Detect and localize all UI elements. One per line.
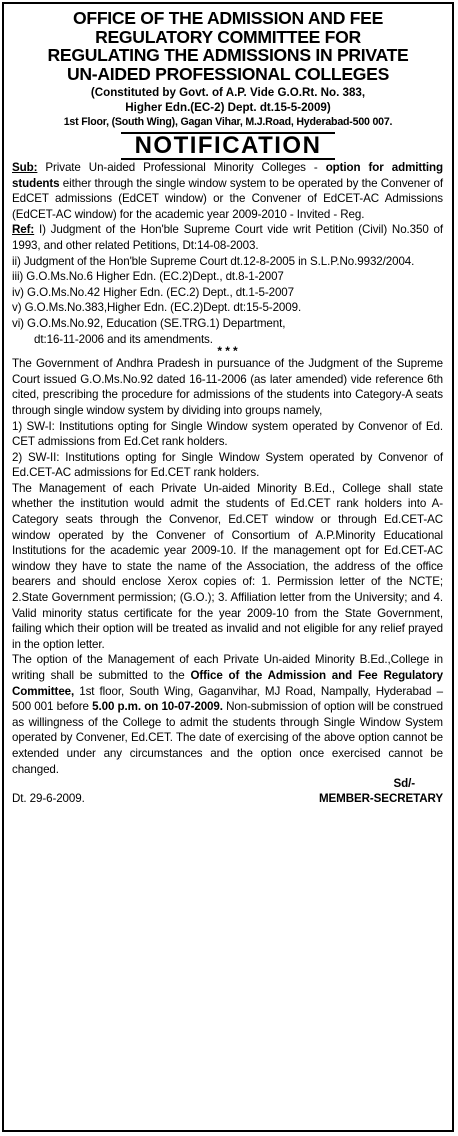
reference-label: Ref:: [12, 223, 35, 237]
reference-item: [12, 222, 443, 253]
subject-bold-text: option for admitting students: [12, 161, 444, 190]
separator-stars: * * *: [217, 344, 238, 359]
header-title-line: OFFICE OF THE ADMISSION AND FEE: [73, 8, 383, 28]
reference-item: iii) G.O.Ms.No.6 Higher Edn. (EC.2)Dept., dt.8-1-2007: [12, 270, 284, 284]
subject-label: Sub:: [12, 161, 38, 174]
submission-office: Office of the Admission and Fee Regulatory Committee,: [12, 669, 444, 698]
notification-heading-wrap: [4, 132, 452, 160]
constituted-line: Higher Edn.(EC-2) Dept. dt.15-5-2009): [125, 101, 331, 114]
issue-date: Dt. 29-6-2009.: [12, 792, 85, 806]
single-window-option-1: 1) SW-I: Institutions opting for Single Window system operated by Convenor of Ed. CET admissions from Ed.Cet rank holders.: [12, 419, 443, 449]
reference-item: ii) Judgment of the Hon'ble Supreme Court dt.12-8-2005 in S.L.P.No.9932/2004.: [12, 254, 415, 268]
constituted-line: (Constituted by Govt. of A.P. Vide G.O.Rt. No. 383,: [90, 86, 366, 99]
signature-sd: Sd/-: [393, 777, 415, 791]
paragraph-government-order: The Government of Andhra Pradesh in pursuance of the Judgment of the Supreme Court issued G.O.Ms.No.92 dated 16-11-2006 (as later amended) vide reference 6th cited, prescribing the procedure for admissions of the students into Category-A seats through single window system by dividing into groups namely,: [12, 357, 443, 417]
reference-text: I) Judgment of the Hon'ble Supreme Court vide writ Petition (Civil) No.350 of 1993, and other related Petitions, Dt:14-08-2003.: [12, 223, 443, 252]
submission-text: The option of the Management of each Private Un-aided Minority B.Ed.,College in writing shall be submitted to the: [12, 653, 443, 682]
paragraph-submission: [12, 652, 443, 777]
notification-heading: NOTIFICATION: [121, 132, 336, 160]
header-title-line: REGULATING THE ADMISSIONS IN PRIVATE: [47, 45, 409, 65]
submission-deadline: 5.00 p.m. on 10-07-2009.: [92, 700, 223, 714]
notification-page: [2, 2, 454, 1132]
submission-text-cont: Non-submission of option will be construed as willingness of the College to admit the students through Single Window System operated by Convener, Ed.CET. The date of exercising of the above option cannot be extended under any circumstances and the option once exercised cannot be changed.: [12, 700, 443, 776]
subject-text: Private Un-aided Professional Minority Colleges -: [37, 161, 326, 174]
reference-item: vi) G.O.Ms.No.92, Education (SE.TRG.1) Department,: [12, 316, 286, 330]
header-title-line: REGULATORY COMMITTEE FOR: [95, 26, 361, 47]
office-address: 1st Floor, (South Wing), Gagan Vihar, M.J.Road, Hyderabad-500 007.: [63, 116, 393, 128]
subject-paragraph: [12, 160, 443, 222]
single-window-option-2: 2) SW-II: Institutions opting for Single Window System operated by Convenor of Ed.CET-AC admissions for Ed.CET rank holders.: [12, 450, 443, 480]
signature-block: [12, 777, 443, 806]
notification-body: [4, 160, 452, 806]
signatory-designation: MEMBER-SECRETARY: [318, 792, 443, 806]
subject-text-cont: either through the single window system to be operated by the Convener of EdCET admissions (EdCET window) or the Convener of EdCET-AC Admissions (EdCET-AC window) for the academic year 2009-2010 - Invited - Reg.: [12, 176, 443, 221]
submission-address: 1st floor, South Wing, Gaganvihar, MJ Road, Nampally, Hyderabad – 500 001 before: [12, 684, 443, 714]
header-title-line: UN-AIDED PROFESSIONAL COLLEGES: [66, 63, 390, 84]
signature-row: [12, 791, 443, 806]
reference-item-continuation: dt:16-11-2006 and its amendments.: [34, 332, 213, 346]
header: [4, 4, 452, 130]
reference-item: v) G.O.Ms.No.383,Higher Edn. (EC.2)Dept. dt:15-5-2009.: [12, 301, 302, 315]
paragraph-management-requirements: The Management of each Private Un-aided Minority B.Ed., College shall state whether the institution would admit the students of Ed.CET rank holders into A-Category seats through the Convenor, Ed.CET window or through Ed.CET-AC window operated by the Convener of Consortium of A.P.Minority Educational Institutions for the academic year 2009-10. If the management opt for Ed.CET-AC window they have to state the name of the Association, the address of the office bearers and should enclose Xerox copies of: 1. Permission letter of the NCTE; 2.State Government permission; (G.O.); 3. Affiliation letter from the University; and 4. Valid minority status certificate for the year 2009-10 from the State Government, failing which their option will be treated as invalid and not eligible for any relief prayed in the option letter.: [12, 481, 443, 651]
reference-item: iv) G.O.Ms.No.42 Higher Edn. (EC.2) Dept., dt.1-5-2007: [12, 285, 294, 299]
